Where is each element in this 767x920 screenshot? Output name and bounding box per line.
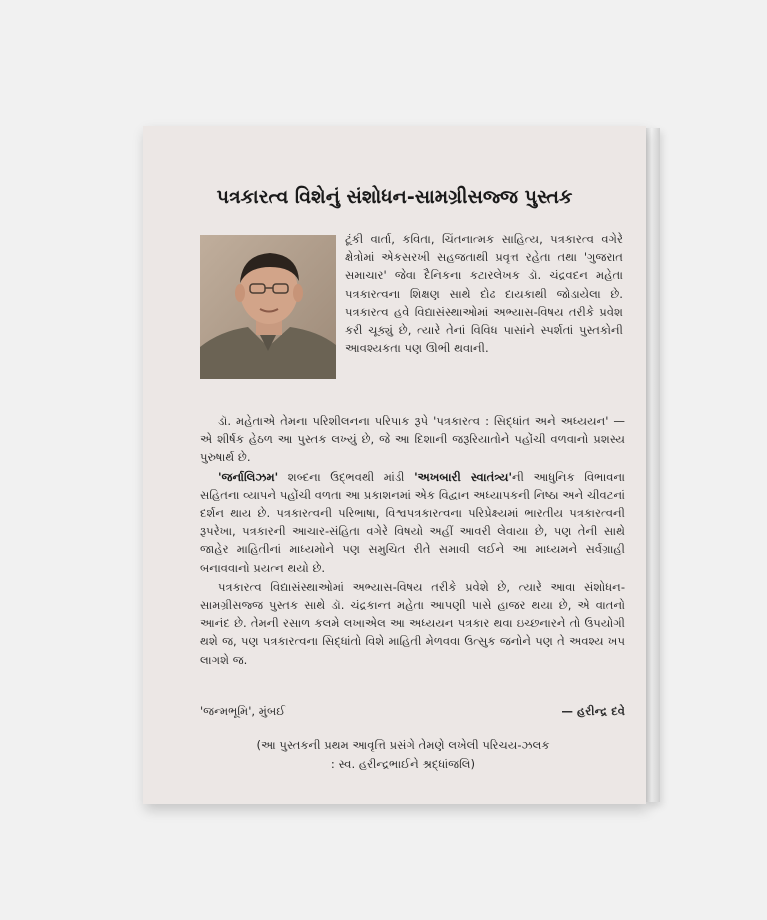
footnote-line-2: : સ્વ. હરીન્દ્રભાઈને શ્રદ્ધાંજલિ) xyxy=(330,757,476,771)
cover-heading: પત્રકારત્વ વિશેનું સંશોધન-સામગ્રીસજ્જ પુસ્તક xyxy=(216,186,573,208)
term-journalism: 'જર્નાલિઝમ' xyxy=(218,469,279,484)
paragraph-4: પત્રકારત્વ વિદ્યાસંસ્થાઓમાં અભ્યાસ-વિષય તરીકે પ્રવેશે છે, ત્યારે આવા સંશોધન-સામગ્રીસજ્જ પુસ્તક સાથે ડૉ. ચંદ્રકાન્ત મહેતા આપણી પાસે હાજર થયા છે, એ વાતનો આનંદ છે. તેમની રસાળ કલમે લખાએલ આ અધ્યયન પત્રકાર થવા ઇચ્છનારને તો ઉપયોગી થશે જ, પણ પત્રકારત્વના સિદ્ધાંતો વિશે માહિતી મેળવવા ઉત્સુક જનોને પણ તે અવશ્ય ખપ લાગશે જ. xyxy=(200,579,625,667)
book-back-cover xyxy=(143,126,646,804)
author-photo xyxy=(200,235,336,379)
book-spine xyxy=(646,128,660,802)
paragraph-2: ડૉ. મહેતાએ તેમના પરિશીલનના પરિપાક રૂપે 'પત્રકારત્વ : સિદ્ધાંત અને અધ્યયન' — એ શીર્ષક હેઠળ આ પુસ્તક લખ્યું છે, જે આ દિશાની જરૂરિયાતોને પહોંચી વળવાનો પ્રશસ્ય પુરુષાર્થ છે. xyxy=(200,414,625,465)
paragraph-3 xyxy=(200,468,625,577)
signature-source: 'જન્મભૂમિ', મુંબઈ xyxy=(200,704,286,718)
intro-paragraph: ટૂંકી વાર્તા, કવિતા, ચિંતનાત્મક સાહિત્ય, પત્રકારત્વ વગેરે ક્ષેત્રોમાં એકસરખી સહજતાથી પ્રવૃત્ત રહેતા તથા 'ગુજરાત સમાચાર' જેવા દૈનિકના કટારલેખક ડૉ. ચંદ્રવદન મહેતા પત્રકારત્વના શિક્ષણ સાથે દોઢ દાયકાથી જોડાયેલા છે. પત્રકારત્વ હવે વિદ્યાસંસ્થાઓમાં અભ્યાસ-વિષય તરીકે પ્રવેશ કરી ચૂક્યું છે, ત્યારે તેનાં વિવિધ પાસાંને સ્પર્શતાં પુસ્તકોની આવશ્યકતા પણ ઊભી થવાની. xyxy=(345,232,623,356)
footnote xyxy=(183,736,623,774)
paragraph-3-rest: ની આધુનિક વિભાવના સહિતના વ્યાપને પહોંચી વળતા આ પ્રકાશનમાં એક વિદ્વાન અધ્યાપકની નિષ્ઠા અને ચીવટનાં દર્શન થાય છે. પત્રકારત્વની પરિભાષા, વિશ્વપત્રકારત્વના પરિપ્રેક્ષ્યમાં ભારતીય પત્રકારત્વની રૂપરેખા, પત્રકારની આચાર-સંહિતા વગેરે વિષયો અહીં આવરી લેવાયા છે, પણ તેની સાથે જાહેર માહિતીનાં માધ્યમોને પણ સમુચિત રીતે સમાવી લઈને આ માધ્યમને સર્વગ્રાહી બનાવવાનો પ્રયત્ન થયો છે. xyxy=(200,469,625,575)
author-portrait-image xyxy=(200,235,336,379)
paragraph-3-mid: શબ્દના ઉદ્ભવથી માંડી xyxy=(278,469,415,484)
footnote-line-1: (આ પુસ્તકની પ્રથમ આવૃત્તિ પ્રસંગે તેમણે લખેલી પરિચય-ઝલક xyxy=(256,738,550,752)
body-text xyxy=(200,412,625,670)
signature-row xyxy=(200,704,625,719)
signature-author: — હરીન્દ્ર દવે xyxy=(561,704,625,718)
term-press-freedom: 'અખબારી સ્વાતંત્ર્ય' xyxy=(414,469,513,484)
